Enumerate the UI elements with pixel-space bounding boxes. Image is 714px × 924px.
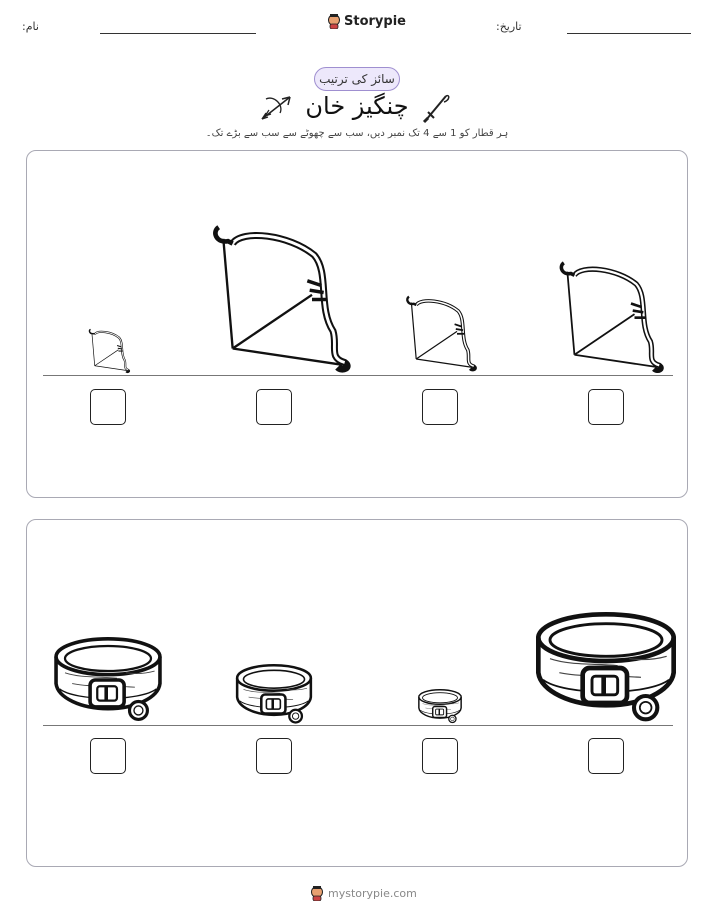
answer-box[interactable] [588,389,624,425]
row-panel-bows [26,150,688,498]
bow-image-1 [87,325,129,375]
answer-box[interactable] [588,738,624,774]
name-line [100,33,256,34]
answer-box[interactable] [90,389,126,425]
bow-image-4 [555,254,661,376]
page-title: چنگیز خان [305,92,409,120]
bow-image-3 [403,288,475,376]
belt-image-3 [415,689,465,724]
storypie-logo-icon [310,885,324,901]
storypie-logo-icon [327,13,341,29]
baseline [43,725,673,726]
answer-box[interactable] [422,389,458,425]
row-panel-belts [26,519,688,867]
baseline [43,375,673,376]
instruction-text: ہر قطار کو 1 سے 4 تک نمبر دیں، سب سے چھوٹے سے سب سے بڑے تک۔ [205,128,509,139]
bow-image-2 [207,216,347,376]
date-label: تاریخ: [496,20,522,33]
footer-url[interactable]: mystorypie.com [328,886,417,900]
answer-box[interactable] [256,738,292,774]
date-line [567,33,691,34]
answer-box[interactable] [256,389,292,425]
footer [310,885,417,901]
name-label: نام: [22,20,39,33]
brand-name: Storypie [344,13,406,29]
belt-image-1 [45,637,171,723]
belt-image-4 [525,612,687,724]
brand [327,13,406,29]
belt-image-2 [229,664,319,725]
answer-box[interactable] [90,738,126,774]
answer-box[interactable] [422,738,458,774]
sword-icon [422,92,452,124]
category-badge: سائز کی ترتیب [314,67,400,91]
